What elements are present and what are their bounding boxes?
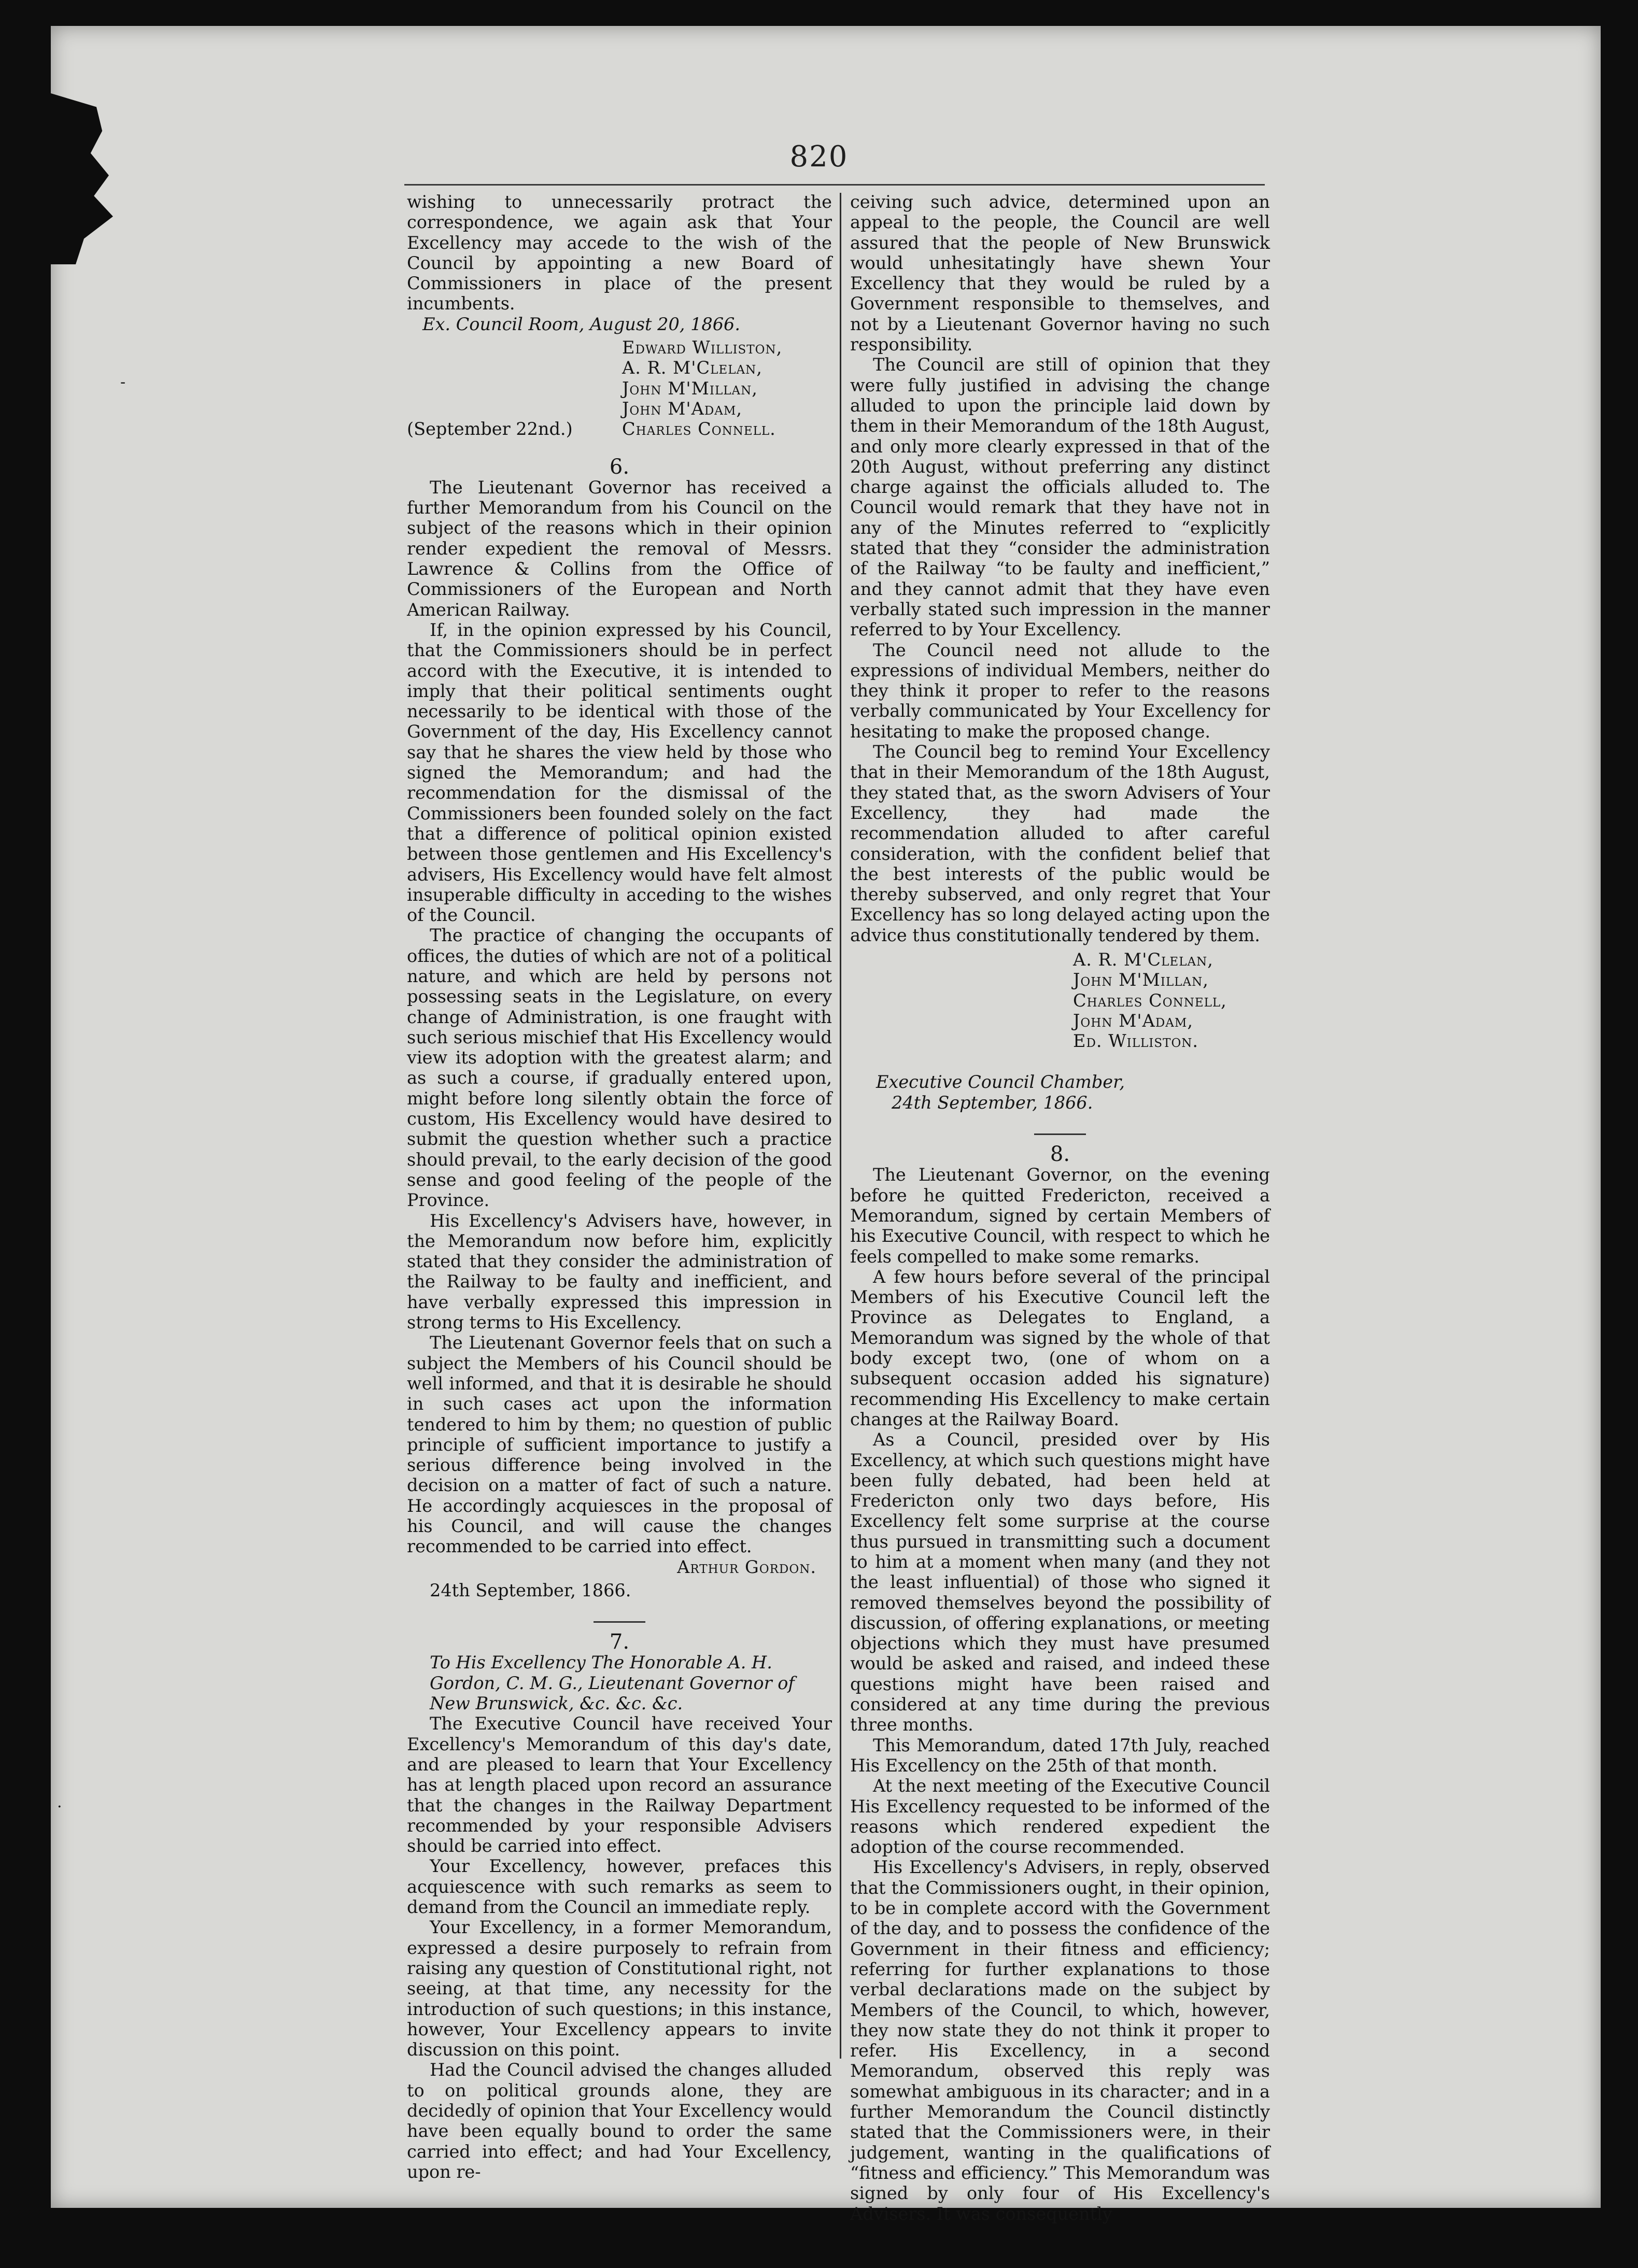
signatory: A. R. M'Clelan, — [622, 358, 762, 378]
section-number: 8. — [1050, 1142, 1070, 1167]
date-received: (September 22nd.) — [407, 419, 573, 440]
section-separator — [594, 1621, 645, 1623]
paragraph: Your Excellency, however, prefaces this acquiescence with such remarks as seem to demand from the Council an immediate reply. — [407, 1856, 832, 1918]
paragraph: The Council need not allude to the expressions of individual Members, neither do they think it proper to refer to the reasons verbally communicated by Your Excellency for hesitating to make the proposed change. — [850, 640, 1270, 742]
paragraph: At the next meeting of the Executive Council His Excellency requested to be informed of the reasons which rendered expedient the adoption of the course recommended. — [850, 1776, 1270, 1858]
section-number: 7. — [609, 1630, 630, 1654]
ink-mark: - — [120, 373, 126, 391]
section-separator — [1034, 1133, 1086, 1135]
signatory: A. R. M'Clelan, — [1073, 949, 1213, 970]
address-line: To His Excellency The Honorable A. H. Gordon, C. M. G., Lieutenant Governor of New Brunswick, &c. &c. &c. — [430, 1652, 795, 1714]
ink-mark: . — [57, 1793, 62, 1811]
paragraph: The Executive Council have received Your Excellency's Memorandum of this day's date, and are pleased to learn that Your Excellency has at length placed upon record an assurance that the changes in the Railway Department recommended by your responsible Advisers should be carried into effect. — [407, 1713, 832, 1856]
signatory: John M'Millan, — [622, 378, 758, 399]
paragraph: His Excellency's Advisers have, however, in the Memorandum now before him, explicitly stated that they consider the administration of the Railway to be faulty and inefficient, and have verbally expressed this impression in strong terms to His Excellency. — [407, 1210, 832, 1333]
signatory: John M'Millan, — [1073, 970, 1209, 990]
dateline: 24th September, 1866. — [892, 1092, 1093, 1113]
paragraph: The Lieutenant Governor, on the evening before he quitted Fredericton, received a Memorandum, signed by certain Members of his Executive Council, with respect to which he feels compelled to make some remarks. — [850, 1165, 1270, 1267]
paragraph: As a Council, presided over by His Excellency, at which such questions might have been fully debated, had been held at Fredericton only two days before, His Excellency felt some surprise at the course thus pursued in transmitting such a document to him at a moment when many (and they not the least influential) of those who signed it removed themselves beyond the possibility of discussion, of offering explanations, or meeting objections which they must have presumed would be asked and raised, and indeed these questions might have been raised and considered at any time during the previous three months. — [850, 1429, 1270, 1735]
paragraph: The Council beg to remind Your Excellency that in their Memorandum of the 18th August, they stated that, as the sworn Advisers of Your Excellency, they had made the recommendation alluded to after careful consideration, with the confident belief that the best interests of the public would be thereby subserved, and only regret that Your Excellency has so long delayed acting upon the advice thus constitutionally tendered by them. — [850, 742, 1270, 945]
signature-block — [407, 337, 832, 439]
paragraph: ceiving such advice, determined upon an appeal to the people, the Council are well assured that the people of New Brunswick would unhesitatingly have shewn Your Excellency that they would be ruled by a Government responsible to themselves, and not by a Lieutenant Governor having no such responsibility. — [850, 192, 1270, 355]
paragraph: wishing to unnecessarily protract the correspondence, we again ask that Your Excellency may accede to the wish of the Council by appointing a new Board of Commissioners in place of the present incumbents. — [407, 192, 832, 314]
paragraph: A few hours before several of the principal Members of his Executive Council left the Province as Delegates to England, a Memorandum was signed by the whole of that body except two, (one of whom on a subsequent occasion added his signature) recommending His Excellency to make certain changes at the Railway Board. — [850, 1266, 1270, 1429]
paragraph: His Excellency's Advisers, in reply, observed that the Commissioners ought, in their opinion, to be in complete accord with the Government of the day, and to possess the confidence of the Government in their fitness and efficiency; referring for further explanations to those verbal declarations made on the subject by Members of the Council, to which, however, they now state they do not think it proper to refer. His Excellency, in a second Memorandum, observed this reply was somewhat ambiguous in its character; and in a further Memorandum the Council distinctly stated that the Commissioners were, in their judgement, wanting in the qualifications of “fitness and efficiency.” This Memorandum was signed by only four of His Excellency's Advisers. It was consequently — [850, 1857, 1270, 2224]
dateline: Executive Council Chamber, — [876, 1072, 1125, 1093]
signature: Arthur Gordon. — [677, 1556, 816, 1577]
signatory: John M'Adam, — [1073, 1010, 1194, 1031]
signatory: Edward Williston, — [622, 337, 783, 358]
paragraph: The Lieutenant Governor feels that on such a subject the Members of his Council should be well informed, and that it is desirable he should in such cases act upon the information tendered to him by them; no question of public principle of sufficient importance to justify a serious difference being involved in the decision on a matter of fact of such a nature. He accordingly acquiesces in the proposal of his Council, and will cause the changes recommended to be carried into effect. — [407, 1333, 832, 1557]
paragraph: This Memorandum, dated 17th July, reached His Excellency on the 25th of that month. — [850, 1735, 1270, 1776]
paragraph: The practice of changing the occupants of offices, the duties of which are not of a political nature, and which are held by persons not possessing seats in the Legislature, on every change of Administration, is one fraught with such serious mischief that His Excellency would view its adoption with the greatest alarm; and as such a course, if gradually entered upon, might before long silently obtain the force of custom, His Excellency would have desired to submit the question whether such a practice should prevail, to the early decision of the good sense and good feeling of the people of the Province. — [407, 925, 832, 1211]
section-number: 6. — [609, 455, 630, 479]
paragraph: If, in the opinion expressed by his Council, that the Commissioners should be in perfect accord with the Executive, it is intended to imply that their political sentiments ought necessarily to be identical with those of the Government of the day, His Excellency cannot say that he shares the view held by those who signed the Memorandum; and had the recommendation for the dismissal of the Commissioners been founded solely on the fact that a difference of political opinion existed between those gentlemen and His Excellency's advisers, His Excellency would have felt almost insuperable difficulty in acceding to the wishes of the Council. — [407, 619, 832, 926]
page-number: 820 — [789, 140, 849, 174]
paragraph: The Council are still of opinion that they were fully justified in advising the change alluded to upon the principle laid down by them in their Memorandum of the 18th August, and only more clearly expressed in that of the 20th August, without preferring any distinct charge against the officials alluded to. The Council would remark that they have not in any of the Minutes referred to “explicitly stated that they “consider the administration of the Railway “to be faulty and inefficient,” and they cannot admit that they have even verbally stated such impression in the manner referred to by Your Excellency. — [850, 355, 1270, 640]
header-rule — [404, 184, 1265, 186]
signatory: Charles Connell, — [1073, 990, 1227, 1011]
signature-block — [850, 949, 1270, 1051]
signatory: John M'Adam, — [622, 398, 743, 419]
column-divider — [840, 193, 841, 2059]
binding-tab — [1607, 1690, 1638, 1892]
paragraph: The Lieutenant Governor has received a further Memorandum from his Council on the subject of the reasons which in their opinion render expedient the removal of Messrs. Lawrence & Collins from the Office of Commissioners of the European and North American Railway. — [407, 477, 832, 620]
paragraph: Had the Council advised the changes alluded to on political grounds alone, they are decidedly of opinion that Your Excellency would have been equally bound to order the same carried into effect; and had Your Excellency, upon re- — [407, 2060, 832, 2182]
paragraph: Your Excellency, in a former Memorandum, expressed a desire purposely to refrain from raising any question of Constitutional right, not seeing, at that time, any necessity for the introduction of such questions; in this instance, however, Your Excellency appears to invite discussion on this point. — [407, 1917, 832, 2060]
signatory: Charles Connell. — [622, 419, 776, 440]
dateline: Ex. Council Room, August 20, 1866. — [422, 314, 740, 334]
right-column — [850, 192, 1270, 2224]
signatory: Ed. Williston. — [1073, 1031, 1199, 1052]
date-line: 24th September, 1866. — [430, 1580, 631, 1600]
left-column — [407, 192, 832, 2182]
